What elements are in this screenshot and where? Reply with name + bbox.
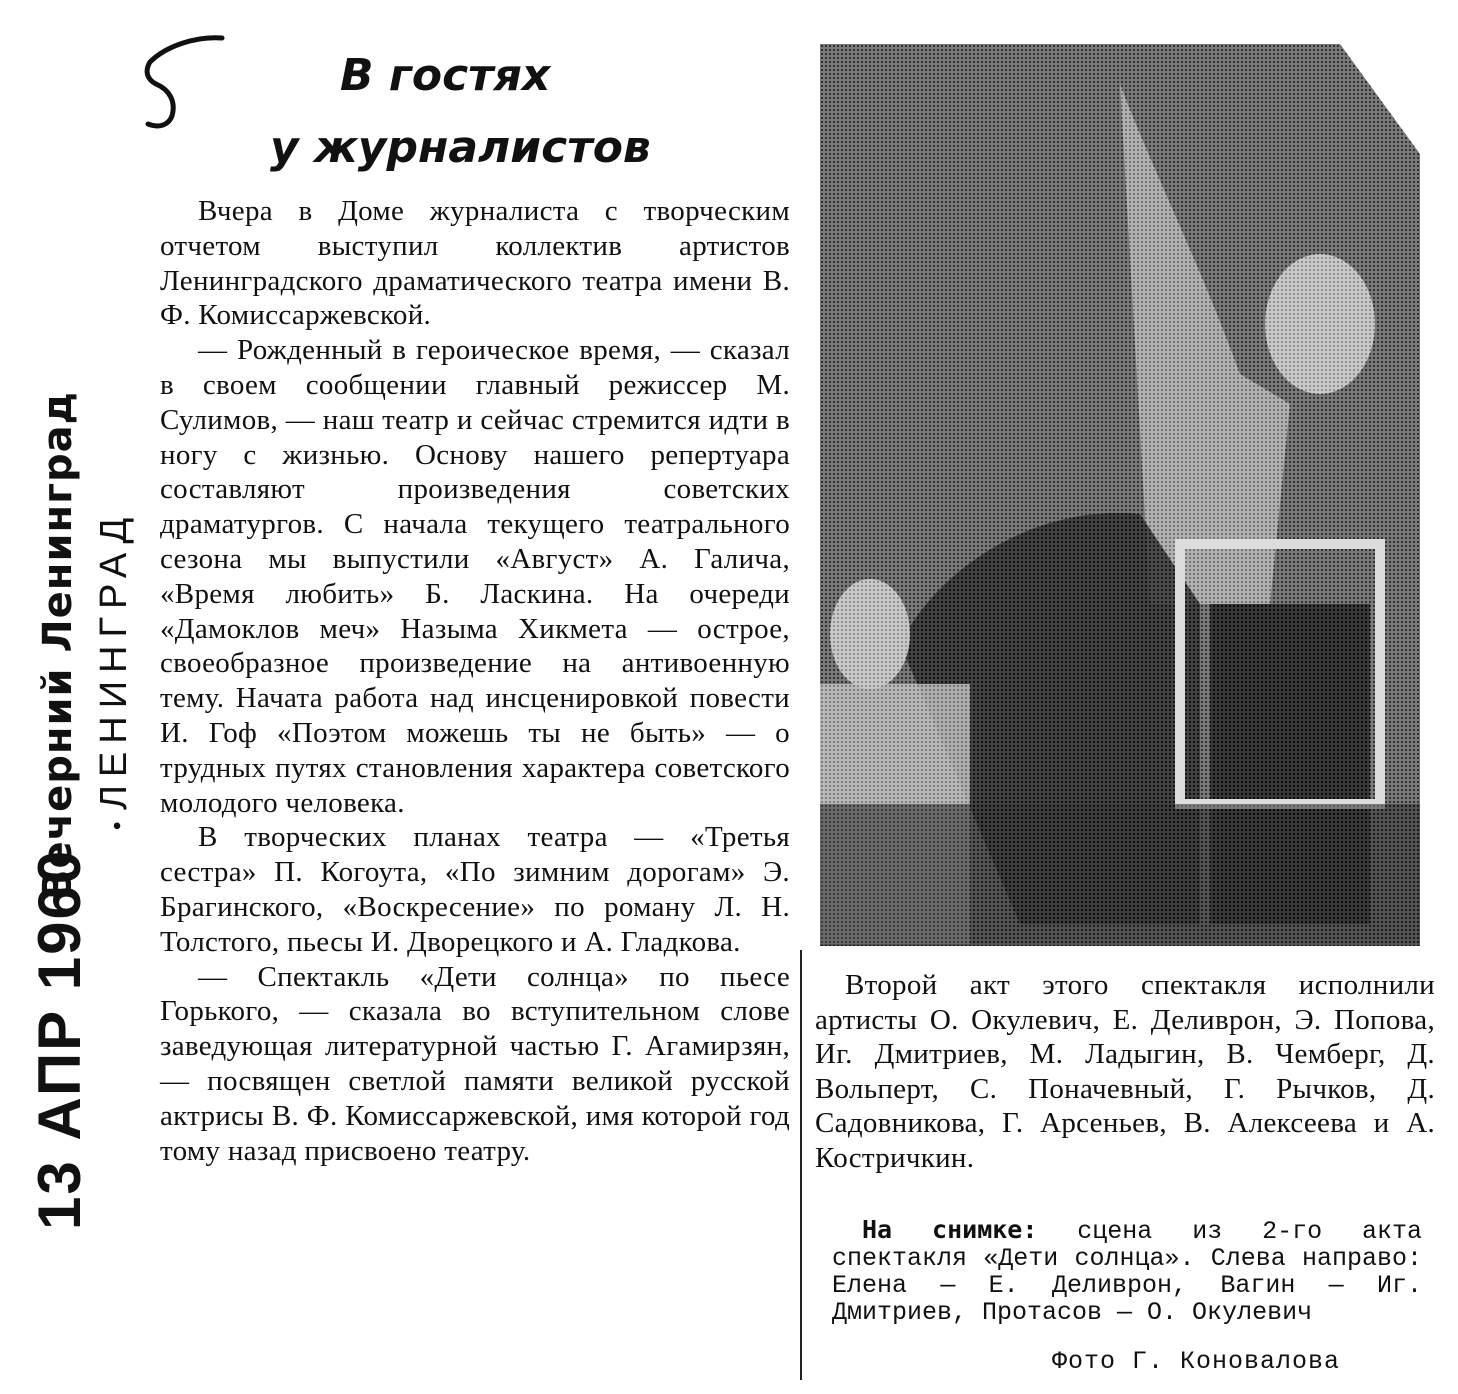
column-divider	[800, 950, 802, 1380]
stamp-date: 13 АПР 1960	[26, 848, 93, 1230]
article-paragraph-2: — Рожденный в героическое время, — сказал в своем сообщении главный режиссер М. Сулимов, — наш театр и сейчас стремится идти в ногу с жизнью. Основу нашего репертуара составляют произведения советских драматургов. С начала текущего театрального сезона мы выпустили «Август» А. Галича, «Время любить» Б. Ласкина. На очереди «Дамоклов меч» Назыма Хикмета — острое, своеобразное произведение на антивоенную тему. Начата работа над инсценировкой повести И. Гоф «Поэтом можешь ты не быть» — о трудных путях становления характера советского молодого человека.	[160, 334, 790, 819]
article-paragraph-3: В творческих планах театра — «Третья сестра» П. Когоута, «По зимним дорогам» Э. Брагинского, «Воскресение» по роману Л. Н. Толстого, пьесы И. Дворецкого и А. Гладкова.	[160, 821, 790, 958]
article-title	[160, 40, 780, 184]
stage-photo	[820, 44, 1420, 946]
photo-note	[832, 1216, 1422, 1326]
caption-cast-text: Второй акт этого спектакля исполнили артисты О. Окулевич, Е. Деливрон, Э. Попова, Иг. Дмитриев, М. Ладыгин, В. Чемберг, Д. Вольперт, С. Поначевный, Г. Рычков, Д. Садовникова, Г. Арсеньев, В. Алексеева и А. Костричкин.	[815, 969, 1435, 1174]
article-paragraph-4: — Спектакль «Дети солнца» по пьесе Горького, — сказала во вступительном слове заведующая литературной частью Г. Агамирзян, — посвящен светлой памяти великой русской актрисы В. Ф. Комиссаржевской, имя которой год тому назад присвоено театру.	[160, 960, 790, 1167]
article-paragraph-1: Вчера в Доме журналиста с творческим отчетом выступил коллектив артистов Ленинградского драматического театра имени В. Ф. Комиссаржевской.	[160, 195, 790, 332]
stamp-newspaper-name: Вечерний Ленинград	[35, 391, 81, 900]
photo-note-label: На снимке:	[862, 1215, 1038, 1244]
title-line-1: В гостях	[340, 50, 551, 101]
stamp-dot: •	[105, 821, 131, 830]
title-line-2: у журналистов	[270, 122, 651, 173]
photo-note-text: сцена из 2-го акта спектакля «Дети солнца». Слева направо: Елена — Е. Деливрон, Вагин — Иг. Дмитриев, Протасов — О. Окулевич	[832, 1217, 1422, 1327]
photo-caption	[815, 968, 1435, 1175]
photo-credit: Фото Г. Коновалова	[1052, 1347, 1341, 1376]
article-body	[160, 194, 790, 1168]
stamp-city: ЛЕНИНГРАД	[93, 509, 135, 810]
